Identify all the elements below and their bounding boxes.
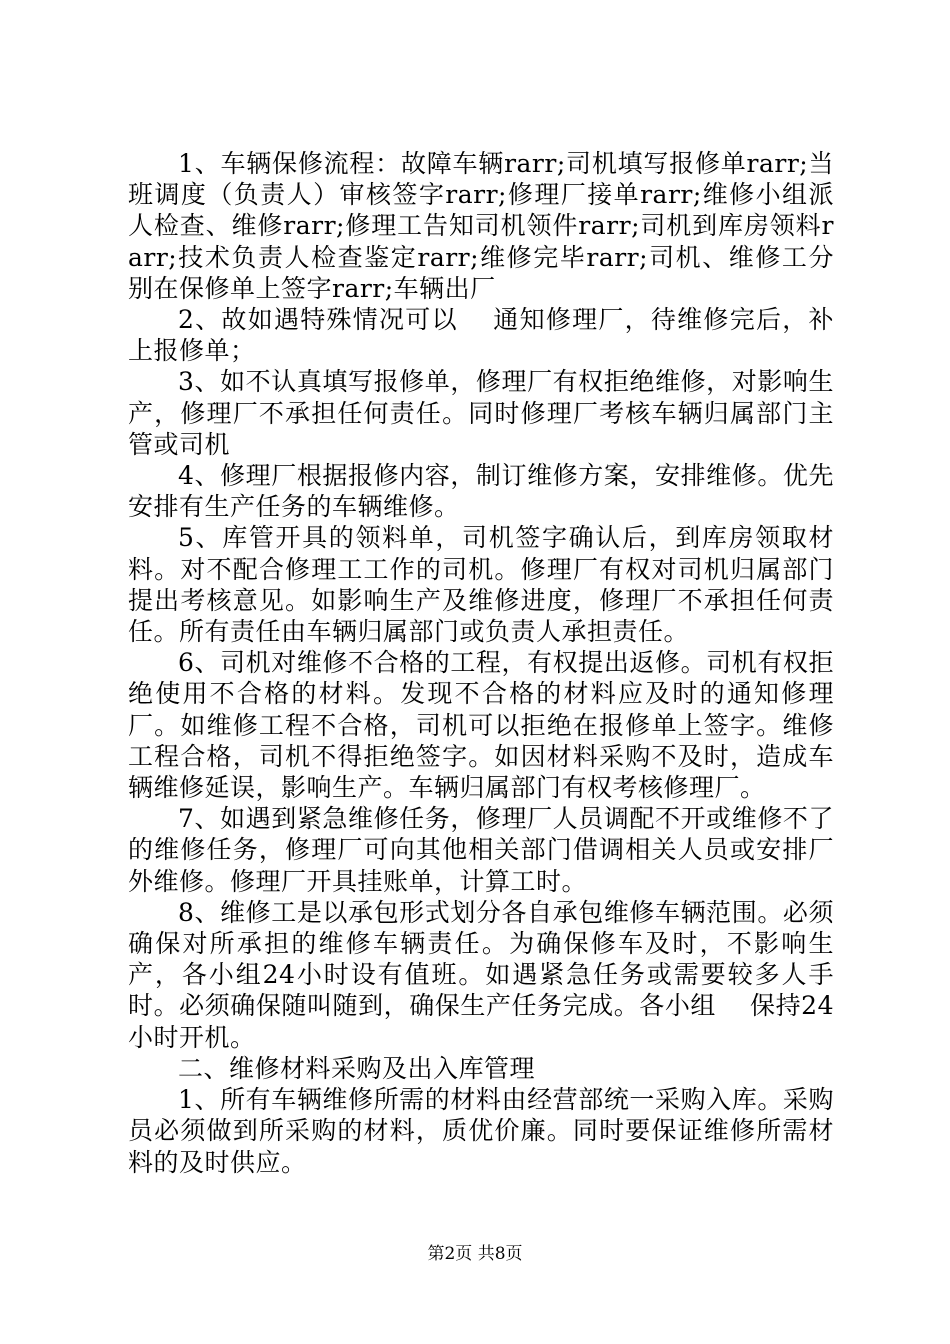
paragraph-contract-repair: 8、维修工是以承包形式划分各自承包维修车辆范围。必须确保对所承担的维修车辆责任。为确保修车及时，不影响生产，各小组24小时设有值班。如遇紧急任务或需要较多人手时。必须确保随叫随到，确保生产任务完成。各小组 保持24小时开机。 xyxy=(128,897,834,1052)
document-body xyxy=(128,148,834,1178)
paragraph-refuse-repair: 3、如不认真填写报修单，修理厂有权拒绝维修，对影响生产，修理厂不承担任何责任。同时修理厂考核车辆归属部门主管或司机 xyxy=(128,367,834,459)
paragraph-repair-flow: 1、车辆保修流程：故障车辆rarr;司机填写报修单rarr;当班调度（负责人）审核签字rarr;修理厂接单rarr;维修小组派人检查、维修rarr;修理工告知司机领件rarr;司机到库房领料rarr;技术负责人检查鉴定rarr;维修完毕rarr;司机、维修工分别在保修单上签字rarr;车辆出厂 xyxy=(128,149,834,303)
page-number-footer: 第2页 共8页 xyxy=(427,1244,523,1264)
paragraph-rework: 6、司机对维修不合格的工程，有权提出返修。司机有权拒绝使用不合格的材料。发现不合格的材料应及时的通知修理厂。如维修工程不合格，司机可以拒绝在报修单上签字。维修工程合格，司机不得拒绝签字。如因材料采购不及时，造成车辆维修延误，影响生产。车辆归属部门有权考核修理厂。 xyxy=(128,648,834,803)
paragraph-repair-plan: 4、修理厂根据报修内容，制订维修方案，安排维修。优先安排有生产任务的车辆维修。 xyxy=(128,461,834,522)
paragraph-material-requisition: 5、库管开具的领料单，司机签字确认后，到库房领取材料。对不配合修理工工作的司机。修理厂有权对司机归属部门提出考核意见。如影响生产及维修进度，修理厂不承担任何责任。所有责任由车辆归属部门或负责人承担责任。 xyxy=(128,523,834,647)
section-heading-materials: 二、维修材料采购及出入库管理 xyxy=(178,1053,536,1083)
paragraph-procurement: 1、所有车辆维修所需的材料由经营部统一采购入库。采购员必须做到所采购的材料，质优价廉。同时要保证维修所需材料的及时供应。 xyxy=(128,1085,834,1177)
paragraph-urgent-repair: 7、如遇到紧急维修任务，修理厂人员调配不开或维修不了的维修任务，修理厂可向其他相关部门借调相关人员或安排厂外维修。修理厂开具挂账单，计算工时。 xyxy=(128,804,834,896)
paragraph-special-case: 2、故如遇特殊情况可以 通知修理厂，待维修完后，补上报修单； xyxy=(128,305,834,366)
